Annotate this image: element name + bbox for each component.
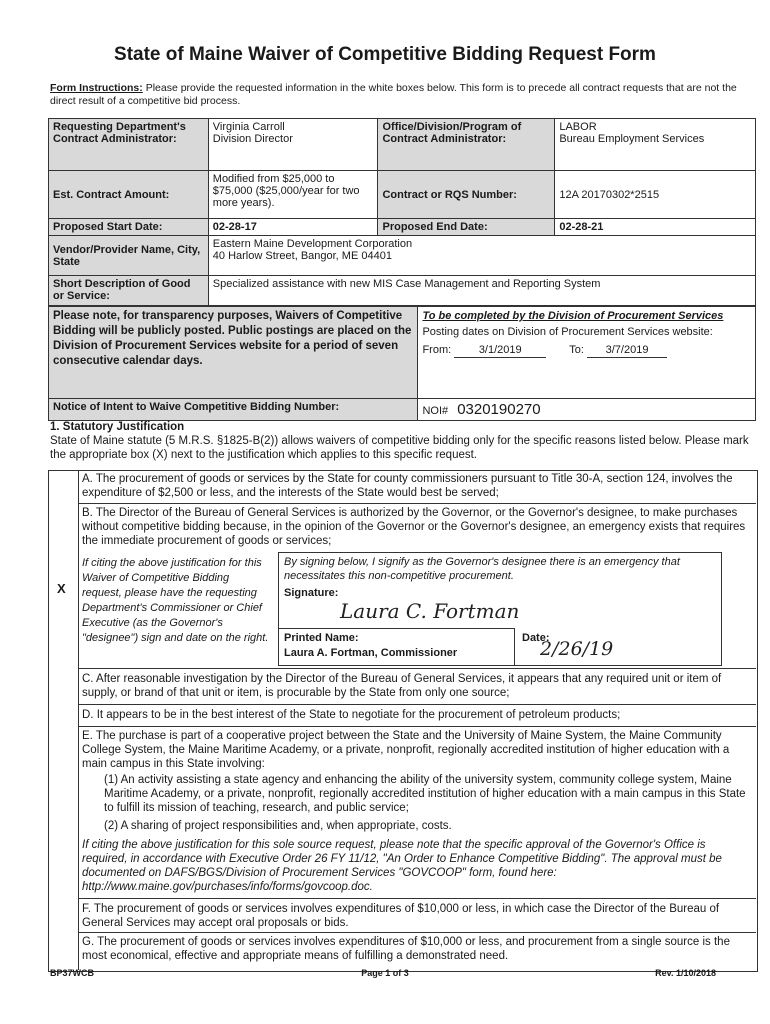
requesting-admin-title: Division Director [212,133,293,145]
amount-field[interactable]: Modified from $25,000 to $75,000 ($25,000/year for two more years). [208,171,378,219]
option-a[interactable]: A. The procurement of goods or services by the State for county commissioners pursuant to Title 30-A, section 124, involves the expenditure of $2,500 or less, and the interests of the State would best be served; [82,473,733,499]
form-code: BP37WCB [50,968,95,978]
to-label: To: [569,344,584,356]
divider [78,668,756,669]
designee-attestation: By signing below, I signify as the Governor's designee there is an emergency that necessitates this non-competitive procurement. [284,556,680,582]
printed-name-label: Printed Name: [284,632,359,644]
to-date-field[interactable]: 3/7/2019 [587,343,667,358]
checkbox-column [48,470,79,970]
divider [78,704,756,705]
divider [78,503,756,504]
start-date-label: Proposed Start Date: [49,219,209,236]
date-field[interactable]: 2/26/19 [540,638,614,660]
date-label: Date: [522,632,550,644]
signature-label: Signature: [284,587,339,599]
divider [78,898,756,899]
signature-field[interactable]: Laura C. Fortman [340,599,520,623]
revision-date: Rev. 1/10/2018 [655,968,716,978]
instructions-text: Please provide the requested information in the white boxes below. This form is to precede all contract requests that are not the direct result of a competitive bid process. [50,82,737,107]
rqs-label: Contract or RQS Number: [378,171,555,219]
noi-label: Notice of Intent to Waive Competitive Bidding Number: [49,399,418,421]
divider [78,932,756,933]
start-date-field[interactable]: 02-28-17 [208,219,378,236]
procurement-box [418,307,756,399]
option-b-instructions: If citing the above justification for this Waiver of Competitive Bidding request, please have the requesting Department's Commissioner or Chief Executive (as the Governor's "designee") sign and date on the right. [82,557,269,644]
description-field[interactable]: Specialized assistance with new MIS Case Management and Reporting System [208,276,755,306]
vendor-name: Eastern Maine Development Corporation [212,238,413,250]
from-label: From: [422,344,452,356]
posting-table [48,306,756,421]
option-e-note: If citing the above justification for this sole source request, please note that the specific approval of the Governor's Office is required, in accordance with Executive Order 26 FY 11/12, "An Order to Enhance Competitive Bidding". The approval must be documented on DAFS/BGS/Division of Procurement Services "GOVCOOP" form, found here: http://www.maine.gov/purchases/info/forms/govcoop.doc. [82,839,722,893]
vendor-label: Vendor/Provider Name, City, State [49,236,209,276]
posting-dates-label: Posting dates on Division of Procurement Services website: [422,326,713,338]
option-b-checkmark[interactable]: X [57,581,66,596]
option-e-1: (1) An activity assisting a state agency and enhancing the ability of the university system, community college system, Maine Maritime Academy, or a private, nonprofit, regionally accredited institution of higher education with a main campus in this State to fulfill its mission of teaching, research, and public service; [104,774,746,814]
page-number: Page 1 of 3 [361,968,409,978]
option-c[interactable]: C. After reasonable investigation by the Director of the Bureau of General Services, it appears that any required unit or item of supply, or brand of that unit or item, is procurable by the State from only one source; [82,673,722,699]
office-value-2: Bureau Employment Services [559,133,705,145]
option-g[interactable]: G. The procurement of goods or services involves expenditures of $10,000 or less, and procurement from a single source is the most economical, effective and appropriate means of fulfilling a demonstrated need. [82,936,730,962]
noi-field[interactable] [418,399,756,421]
vendor-field[interactable] [208,236,755,276]
option-b[interactable]: B. The Director of the Bureau of General Services is authorized by the Governor, or the Governor's designee, to make purchases without competitive bidding because, in the opinion of the Governor or the Governor's designee, an emergency exists that requires the immediate procurement of goods or services; [82,507,746,547]
printed-name-value[interactable]: Laura A. Fortman, Commissioner [284,647,458,659]
option-f[interactable]: F. The procurement of goods or services involves expenditures of $10,000 or less, in which case the Director of the Bureau of General Services may accept oral proposals or bids. [82,903,720,929]
office-label: Office/Division/Program of Contract Administrator: [378,119,555,171]
description-label: Short Description of Good or Service: [49,276,209,306]
requesting-admin-label: Requesting Department's Contract Administrator: [49,119,209,171]
office-field[interactable] [555,119,756,171]
end-date-field[interactable]: 02-28-21 [555,219,756,236]
instructions-label: Form Instructions: [50,82,143,94]
office-value-1: LABOR [559,121,597,133]
noi-prefix: NOI# [422,405,449,417]
form-instructions [50,82,750,108]
requesting-admin-name: Virginia Carroll [212,121,285,133]
posting-note: Please note, for transparency purposes, Waivers of Competitive Bidding will be publicly posted. Public postings are placed on the Division of Procurement Services website for a period of seven consecutive calendar days. [49,307,418,399]
requesting-admin-field[interactable] [208,119,378,171]
option-d[interactable]: D. It appears to be in the best interest of the State to negotiate for the procurement of petroleum products; [82,709,621,721]
end-date-label: Proposed End Date: [378,219,555,236]
amount-label: Est. Contract Amount: [49,171,209,219]
vendor-address: 40 Harlow Street, Bangor, ME 04401 [212,250,392,262]
option-e-2: (2) A sharing of project responsibilities and, when appropriate, costs. [104,820,452,832]
contract-info-table [48,118,756,306]
from-date-field[interactable]: 3/1/2019 [454,343,546,358]
justification-intro: State of Maine statute (5 M.R.S. §1825-B(2)) allows waivers of competitive bidding only for the specific reasons listed below. Please mark the appropriate box (X) next to the justification which applies to this specific request. [50,435,749,461]
option-e[interactable]: E. The purchase is part of a cooperative project between the State and the University of Maine System, the Maine Community College System, the Maine Maritime Academy, or a private, nonprofit, regionally accredited institution of higher education with a main campus in this State involving: [82,730,730,770]
noi-number: 0320190270 [457,401,541,418]
justification-heading: 1. Statutory Justification [50,421,185,433]
completed-by-label: To be completed by the Division of Procurement Services [422,310,724,322]
rqs-field[interactable]: 12A 20170302*2515 [555,171,756,219]
form-title: State of Maine Waiver of Competitive Bidding Request Form [114,44,656,65]
divider [78,726,756,727]
